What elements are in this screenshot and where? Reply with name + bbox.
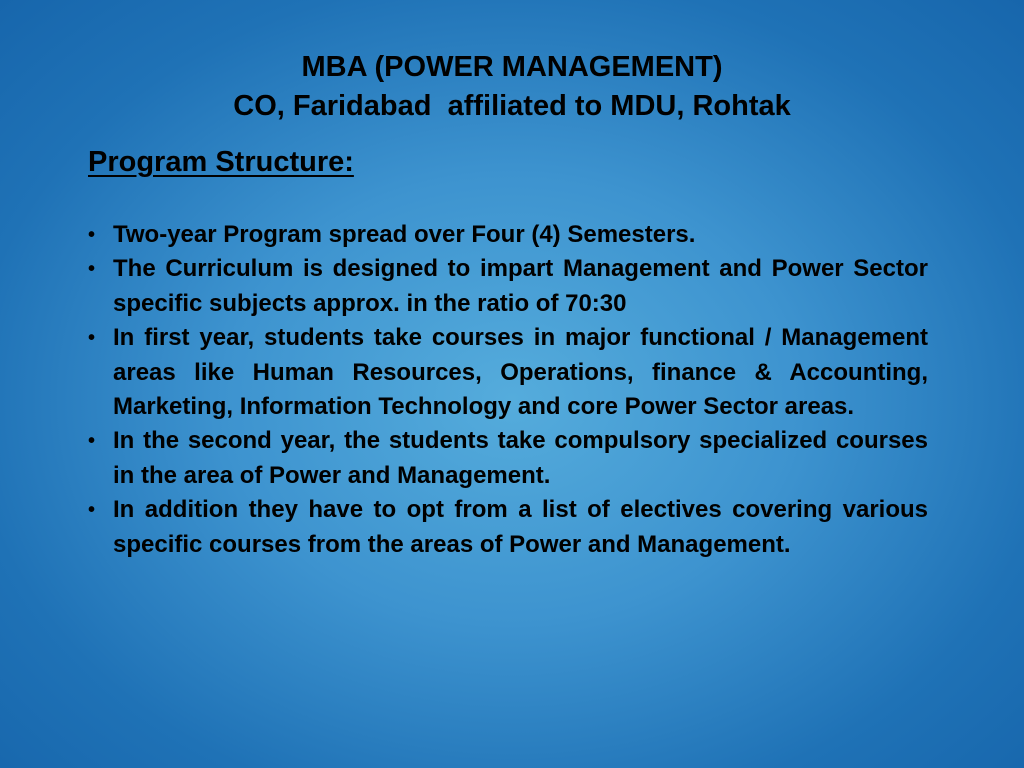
section-heading: Program Structure: <box>88 146 354 178</box>
bullet-item <box>88 252 928 321</box>
bullet-item <box>88 493 928 562</box>
bullet-text: In first year, students take courses in major functional / Management areas like Human Resources, Operations, finance & Accounting, Marketing, Information Technology and core Power Sector areas. <box>113 324 928 421</box>
bullet-item <box>88 321 928 424</box>
slide-title <box>0 48 1024 126</box>
bullet-list <box>88 218 928 562</box>
bullet-item <box>88 218 928 252</box>
title-line-2: CO, Faridabad affiliated to MDU, Rohtak <box>233 90 791 122</box>
bullet-icon: • <box>88 327 96 350</box>
bullet-text: In the second year, the students take compulsory specialized courses in the area of Power and Management. <box>113 427 928 489</box>
bullet-icon: • <box>88 224 96 246</box>
bullet-icon: • <box>88 499 96 522</box>
bullet-item <box>88 424 928 493</box>
bullet-text: The Curriculum is designed to impart Management and Power Sector specific subjects approx. in the ratio of 70:30 <box>113 255 928 317</box>
bullet-text: Two-year Program spread over Four (4) Semesters. <box>113 221 696 248</box>
bullet-text: In addition they have to opt from a list of electives covering various specific courses from the areas of Power and Management. <box>113 496 928 558</box>
title-line-1: MBA (POWER MANAGEMENT) <box>301 51 723 83</box>
bullet-icon: • <box>88 258 96 281</box>
bullet-icon: • <box>88 430 96 453</box>
